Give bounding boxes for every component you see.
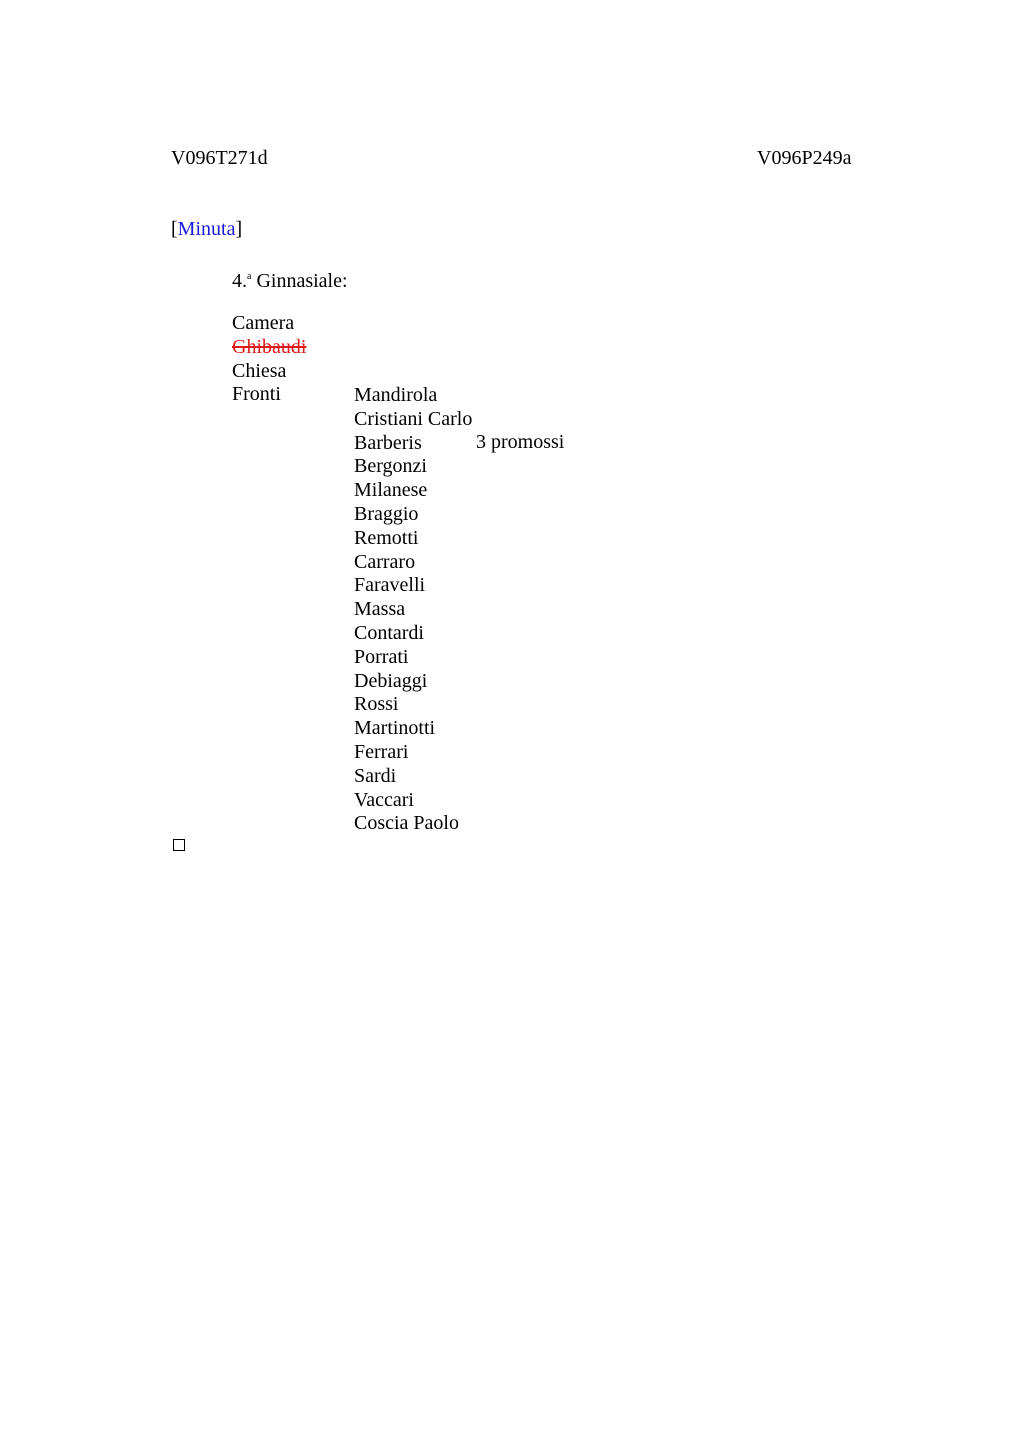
name-entry: Braggio xyxy=(354,502,419,525)
first-name-column xyxy=(232,312,306,407)
name-entry: Chiesa xyxy=(232,359,287,382)
class-label: Ginnasiale: xyxy=(251,270,348,292)
class-superscript: a xyxy=(247,271,252,282)
struck-name-entry: Ghibaudi xyxy=(232,335,307,358)
bracket-open: [ xyxy=(171,218,178,240)
name-entry: Vaccari xyxy=(354,788,414,811)
name-entry: Milanese xyxy=(354,479,428,502)
name-entry: Bergonzi xyxy=(354,455,427,478)
name-entry: Faravelli xyxy=(354,574,426,597)
second-name-column xyxy=(354,384,472,836)
promotion-note: 3 promossi xyxy=(476,431,565,453)
name-entry: Fronti xyxy=(232,383,281,406)
name-entry: Debiaggi xyxy=(354,669,428,692)
name-entry: Mandirola xyxy=(354,384,438,406)
name-entry: Remotti xyxy=(354,526,419,549)
minuta-heading xyxy=(171,217,242,241)
name-entry: Camera xyxy=(232,312,295,334)
name-entry: Porrati xyxy=(354,645,409,668)
document-code-right: V096P249a xyxy=(757,147,852,169)
name-entry: Carraro xyxy=(354,550,416,573)
name-entry: Massa xyxy=(354,598,406,621)
name-entry: Ferrari xyxy=(354,740,409,763)
name-entry: Barberis xyxy=(354,431,422,454)
name-entry: Sardi xyxy=(354,764,397,787)
name-entry: Rossi xyxy=(354,693,399,716)
name-entry: Coscia Paolo xyxy=(354,812,459,835)
class-number: 4. xyxy=(232,270,247,292)
empty-box-icon xyxy=(173,839,185,851)
name-entry: Martinotti xyxy=(354,717,436,740)
document-code-left: V096T271d xyxy=(171,147,268,169)
minuta-label: Minuta xyxy=(177,218,236,240)
bracket-close: ] xyxy=(235,218,243,240)
name-entry: Cristiani Carlo xyxy=(354,407,473,430)
name-entry: Contardi xyxy=(354,621,424,644)
class-title xyxy=(232,265,348,293)
